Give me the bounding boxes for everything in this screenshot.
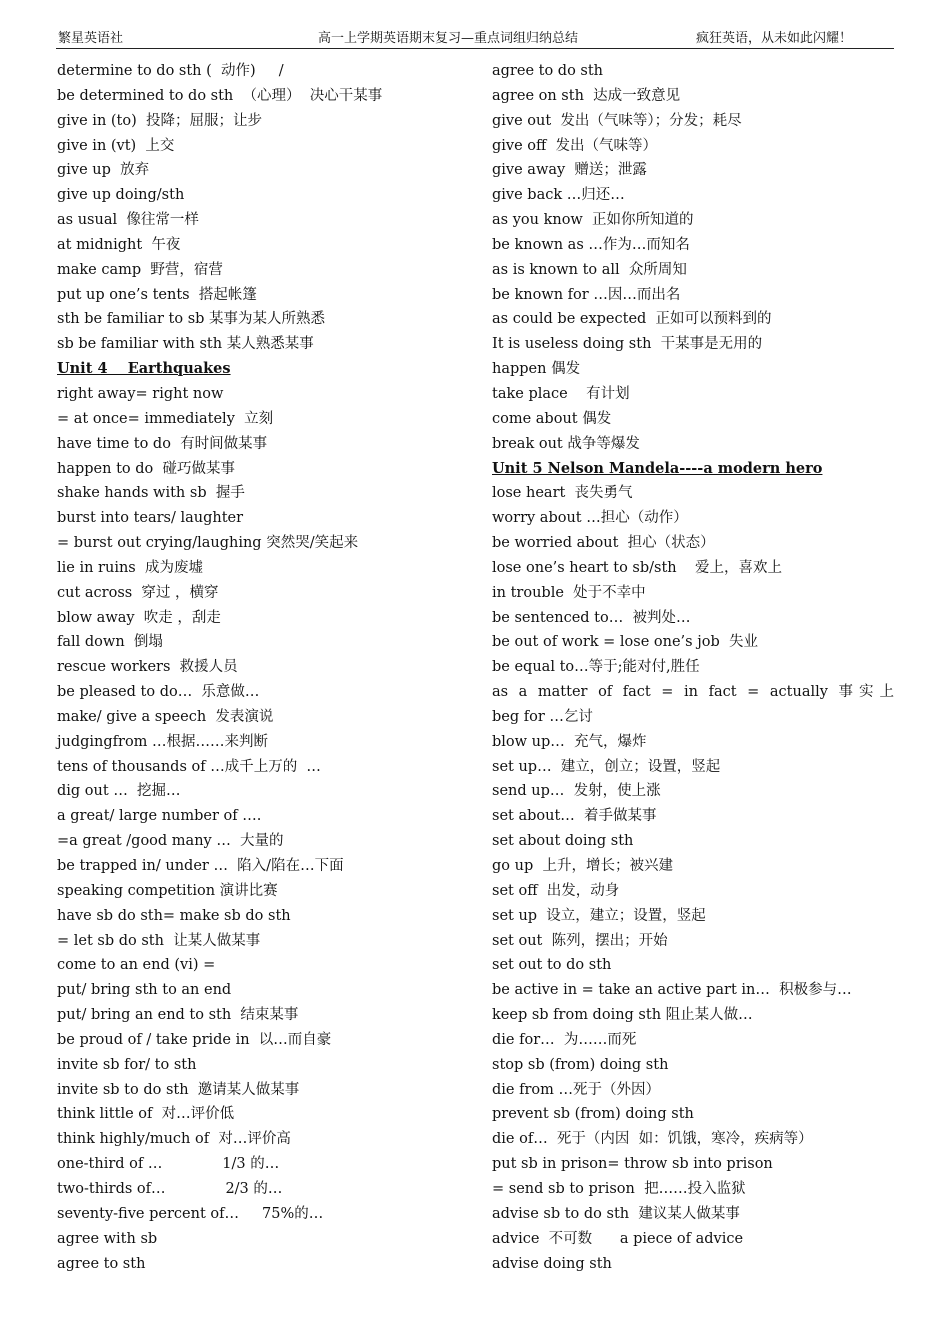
phrase-line: speaking competition 演讲比赛	[57, 882, 278, 899]
phrase-line: have sb do sth= make sb do sth	[57, 907, 291, 924]
phrase-line: give back …归还…	[492, 187, 625, 204]
phrase-line: put sb in prison= throw sb into prison	[492, 1156, 773, 1173]
phrase-line: advise sb to do sth 建议某人做某事	[492, 1205, 740, 1222]
phrase-line: come to an end (vi) =	[57, 957, 216, 974]
unit-heading: Unit 5 Nelson Mandela----a modern hero	[492, 459, 823, 477]
phrase-line: agree to do sth	[492, 63, 604, 79]
unit-heading: Unit 4 Earthquakes	[57, 360, 231, 378]
phrase-line: give out 发出（气味等）；分发；耗尽	[492, 112, 742, 129]
phrase-line: have time to do 有时间做某事	[57, 435, 268, 452]
phrase-line: a great/ large number of ….	[57, 808, 262, 825]
phrase-line: give up 放弃	[57, 162, 150, 179]
phrase-line: be sentenced to… 被判处…	[492, 609, 691, 626]
phrase-line: send up… 发射，使上涨	[492, 783, 661, 800]
header-right-text: 疯狂英语，从未如此闪耀！	[696, 31, 853, 46]
phrase-line: die from …死于（外因）	[492, 1081, 660, 1098]
phrase-line: invite sb for/ to sth	[57, 1056, 197, 1073]
phrase-line: be known as …作为…而知名	[492, 236, 690, 253]
phrase-line: = let sb do sth 让某人做某事	[57, 932, 261, 949]
phrase-line: rescue workers 救援人员	[57, 659, 238, 676]
phrase-line: set out to do sth	[492, 957, 612, 974]
phrase-line: lie in ruins 成为废墟	[57, 559, 203, 576]
phrase-line: advice 不可数 a piece of advice	[492, 1230, 744, 1247]
phrase-line: = send sb to prison 把……投入监狱	[492, 1180, 746, 1197]
phrase-line: advise doing sth	[492, 1255, 612, 1272]
phrase-line: lose one’s heart to sb/sth 爱上，喜欢上	[492, 559, 783, 576]
phrase-line: cut across 穿过 ，横穿	[57, 584, 219, 601]
phrase-line: put up one’s tents 搭起帐篷	[57, 286, 257, 303]
phrase-line: stop sb (from) doing sth	[492, 1056, 669, 1073]
phrase-line: in trouble 处于不幸中	[492, 584, 646, 601]
phrase-line: give away 赠送；泄露	[492, 162, 647, 179]
phrase-line: =a great /good many … 大量的	[57, 833, 284, 850]
phrase-line: put/ bring sth to an end	[57, 982, 232, 999]
phrase-line: sth be familiar to sb 某事为某人所熟悉	[57, 311, 326, 328]
header-left-text: 繁星英语社	[58, 31, 124, 46]
phrase-line: set up… 建立，创立；设置，竖起	[492, 758, 721, 775]
phrase-line: take place 有计划	[492, 385, 630, 402]
phrase-line: be equal to…等于;能对付,胜任	[492, 659, 700, 676]
phrase-line: prevent sb (from) doing sth	[492, 1106, 694, 1123]
phrase-line: shake hands with sb 握手	[57, 485, 245, 502]
page-header	[56, 30, 894, 49]
phrase-line: at midnight 午夜	[57, 236, 181, 253]
phrase-line: worry about …担心（动作）	[492, 510, 688, 527]
phrase-line: give up doing/sth	[57, 187, 185, 204]
phrase-line: It is useless doing sth 干某事是无用的	[492, 336, 763, 353]
phrase-line: fall down 倒塌	[57, 634, 163, 651]
phrase-line: two-thirds of… 2/3 的…	[57, 1180, 283, 1197]
phrase-line: agree with sb	[57, 1230, 158, 1247]
phrase-line: blow up… 充气，爆炸	[492, 733, 647, 750]
phrase-line: think little of 对…评价低	[57, 1106, 235, 1123]
phrase-line: = at once= immediately 立刻	[57, 410, 274, 427]
left-column	[57, 59, 467, 1276]
phrase-line: be out of work = lose one’s job 失业	[492, 634, 758, 651]
phrase-line: be active in = take an active part in… 积极参与…	[492, 982, 852, 999]
phrase-line: as usual 像往常一样	[57, 212, 199, 229]
phrase-line: come about 偶发	[492, 410, 612, 427]
phrase-line: go up 上升，增长；被兴建	[492, 858, 673, 874]
phrase-line: be known for …因…而出名	[492, 286, 681, 303]
phrase-line: make camp 野营，宿营	[57, 261, 223, 278]
phrase-line: burst into tears/ laughter	[57, 510, 244, 527]
phrase-line: give in (vt) 上交	[57, 137, 175, 154]
phrase-line: as is known to all 众所周知	[492, 261, 687, 278]
phrase-line: be trapped in/ under … 陷入/陷在…下面	[57, 858, 344, 874]
phrase-line: set out 陈列，摆出；开始	[492, 932, 668, 949]
phrase-line: seventy-five percent of… 75%的…	[57, 1205, 324, 1222]
phrase-line: happen 偶发	[492, 361, 581, 378]
phrase-line: die of… 死于（内因 如：饥饿，寒冷，疾病等）	[492, 1131, 813, 1148]
phrase-line: lose heart 丧失勇气	[492, 485, 633, 502]
phrase-line: be pleased to do… 乐意做…	[57, 684, 260, 701]
phrase-line: = burst out crying/laughing 突然哭/笑起来	[57, 535, 359, 552]
phrase-line: be worried about 担心（状态）	[492, 535, 715, 552]
phrase-line: as a matter of fact = in fact = actually 事实上	[492, 684, 894, 701]
phrase-line: set about… 着手做某事	[492, 808, 657, 825]
phrase-line: happen to do 碰巧做某事	[57, 460, 235, 477]
right-column	[492, 59, 894, 1276]
phrase-line: set about doing sth	[492, 833, 634, 850]
phrase-line: agree to sth	[57, 1255, 146, 1272]
phrase-line: break out 战争等爆发	[492, 435, 640, 452]
phrase-line: one-third of … 1/3 的…	[57, 1156, 280, 1173]
phrase-line: put/ bring an end to sth 结束某事	[57, 1007, 299, 1024]
phrase-line: determine to do sth ( 动作) /	[57, 63, 284, 79]
phrase-line: think highly/much of 对…评价高	[57, 1131, 291, 1148]
phrase-line: right away= right now	[57, 385, 224, 402]
phrase-line: keep sb from doing sth 阻止某人做…	[492, 1007, 753, 1024]
phrase-line: tens of thousands of …成千上万的 …	[57, 758, 321, 775]
phrase-line: give in (to) 投降；屈服；让步	[57, 112, 262, 129]
phrase-line: as you know 正如你所知道的	[492, 212, 694, 229]
phrase-line: blow away 吹走 ，刮走	[57, 609, 221, 626]
phrase-line: invite sb to do sth 邀请某人做某事	[57, 1081, 300, 1098]
phrase-line: set up 设立，建立；设置，竖起	[492, 907, 706, 924]
phrase-line: die for… 为……而死	[492, 1031, 637, 1048]
phrase-line: be determined to do sth （心理） 决心干某事	[57, 87, 383, 104]
phrase-line: sb be familiar with sth 某人熟悉某事	[57, 336, 314, 353]
phrase-line: set off 出发，动身	[492, 882, 620, 899]
phrase-line: beg for …乞讨	[492, 708, 593, 725]
header-title: 高一上学期英语期末复习—重点词组归纳总结	[318, 31, 579, 46]
phrase-line: judgingfrom …根据……来判断	[57, 733, 269, 750]
phrase-line: as could be expected 正如可以预料到的	[492, 311, 772, 328]
phrase-line: be proud of / take pride in 以…而自豪	[57, 1031, 332, 1048]
phrase-line: dig out … 挖掘…	[57, 783, 181, 800]
phrase-line: make/ give a speech 发表演说	[57, 708, 274, 725]
phrase-line: give off 发出（气味等）	[492, 137, 658, 154]
phrase-line: agree on sth 达成一致意见	[492, 87, 681, 104]
